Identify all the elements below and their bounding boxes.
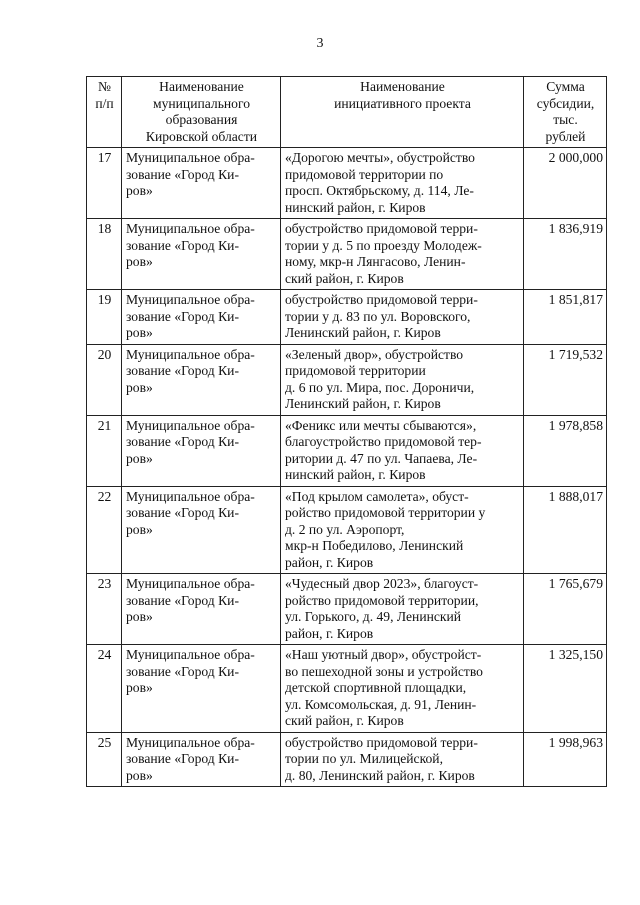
project-name: «Чудесный двор 2023», благоуст- ройство придомовой территории, ул. Горького, д. 49, Ленинский район, г. Киров: [281, 574, 524, 645]
row-number: 17: [87, 148, 122, 219]
table-row: [87, 645, 607, 733]
row-number: 25: [87, 732, 122, 787]
municipality-name: Муниципальное обра- зование «Город Ки- ров»: [122, 645, 281, 733]
municipality-name: Муниципальное обра- зование «Город Ки- ров»: [122, 344, 281, 415]
subsidy-amount: 1 836,919: [524, 219, 607, 290]
table-header-row: [87, 77, 607, 148]
table-row: [87, 290, 607, 345]
project-name: «Под крылом самолета», обуст- ройство придомовой территории у д. 2 по ул. Аэропорт, мкр-н Победилово, Ленинский район, г. Киров: [281, 486, 524, 574]
project-name: обустройство придомовой терри- тории у д. 5 по проезду Молодеж- ному, мкр-н Лянгасово, Ленин- ский район, г. Киров: [281, 219, 524, 290]
row-number: 21: [87, 415, 122, 486]
project-name: «Наш уютный двор», обустройст- во пешеходной зоны и устройство детской спортивной площадки, ул. Комсомольская, д. 91, Ленин- ский район, г. Киров: [281, 645, 524, 733]
header-subsidy-sum: Сумма субсидии, тыс. рублей: [524, 77, 607, 148]
row-number: 22: [87, 486, 122, 574]
municipality-name: Муниципальное обра- зование «Город Ки- ров»: [122, 148, 281, 219]
project-name: «Феникс или мечты сбываются», благоустройство придомовой тер- ритории д. 47 по ул. Чапаева, Ле- нинский район, г. Киров: [281, 415, 524, 486]
subsidy-amount: 2 000,000: [524, 148, 607, 219]
row-number: 24: [87, 645, 122, 733]
municipality-name: Муниципальное обра- зование «Город Ки- ров»: [122, 290, 281, 345]
page-number: 3: [316, 36, 324, 51]
project-name: обустройство придомовой терри- тории по ул. Милицейской, д. 80, Ленинский район, г. Киров: [281, 732, 524, 787]
subsidy-amount: 1 998,963: [524, 732, 607, 787]
header-number: № п/п: [87, 77, 122, 148]
row-number: 20: [87, 344, 122, 415]
municipality-name: Муниципальное обра- зование «Город Ки- ров»: [122, 486, 281, 574]
municipality-name: Муниципальное обра- зование «Город Ки- ров»: [122, 574, 281, 645]
municipality-name: Муниципальное обра- зование «Город Ки- ров»: [122, 415, 281, 486]
project-name: обустройство придомовой терри- тории у д. 83 по ул. Воровского, Ленинский район, г. Киров: [281, 290, 524, 345]
municipality-name: Муниципальное обра- зование «Город Ки- ров»: [122, 732, 281, 787]
row-number: 23: [87, 574, 122, 645]
subsidy-amount: 1 719,532: [524, 344, 607, 415]
municipality-name: Муниципальное обра- зование «Город Ки- ров»: [122, 219, 281, 290]
table-row: [87, 219, 607, 290]
table-row: [87, 148, 607, 219]
subsidy-amount: 1 851,817: [524, 290, 607, 345]
table-row: [87, 732, 607, 787]
project-name: «Зеленый двор», обустройство придомовой территории д. 6 по ул. Мира, пос. Дороничи, Ленинский район, г. Киров: [281, 344, 524, 415]
subsidy-amount: 1 888,017: [524, 486, 607, 574]
row-number: 18: [87, 219, 122, 290]
header-municipality: Наименование муниципального образования Кировской области: [122, 77, 281, 148]
subsidy-amount: 1 325,150: [524, 645, 607, 733]
header-project: Наименование инициативного проекта: [281, 77, 524, 148]
subsidy-amount: 1 978,858: [524, 415, 607, 486]
subsidy-table: [86, 76, 607, 787]
project-name: «Дорогою мечты», обустройство придомовой территории по просп. Октябрьскому, д. 114, Ле- нинский район, г. Киров: [281, 148, 524, 219]
table-row: [87, 415, 607, 486]
table-row: [87, 574, 607, 645]
table-row: [87, 344, 607, 415]
row-number: 19: [87, 290, 122, 345]
subsidy-amount: 1 765,679: [524, 574, 607, 645]
table-row: [87, 486, 607, 574]
